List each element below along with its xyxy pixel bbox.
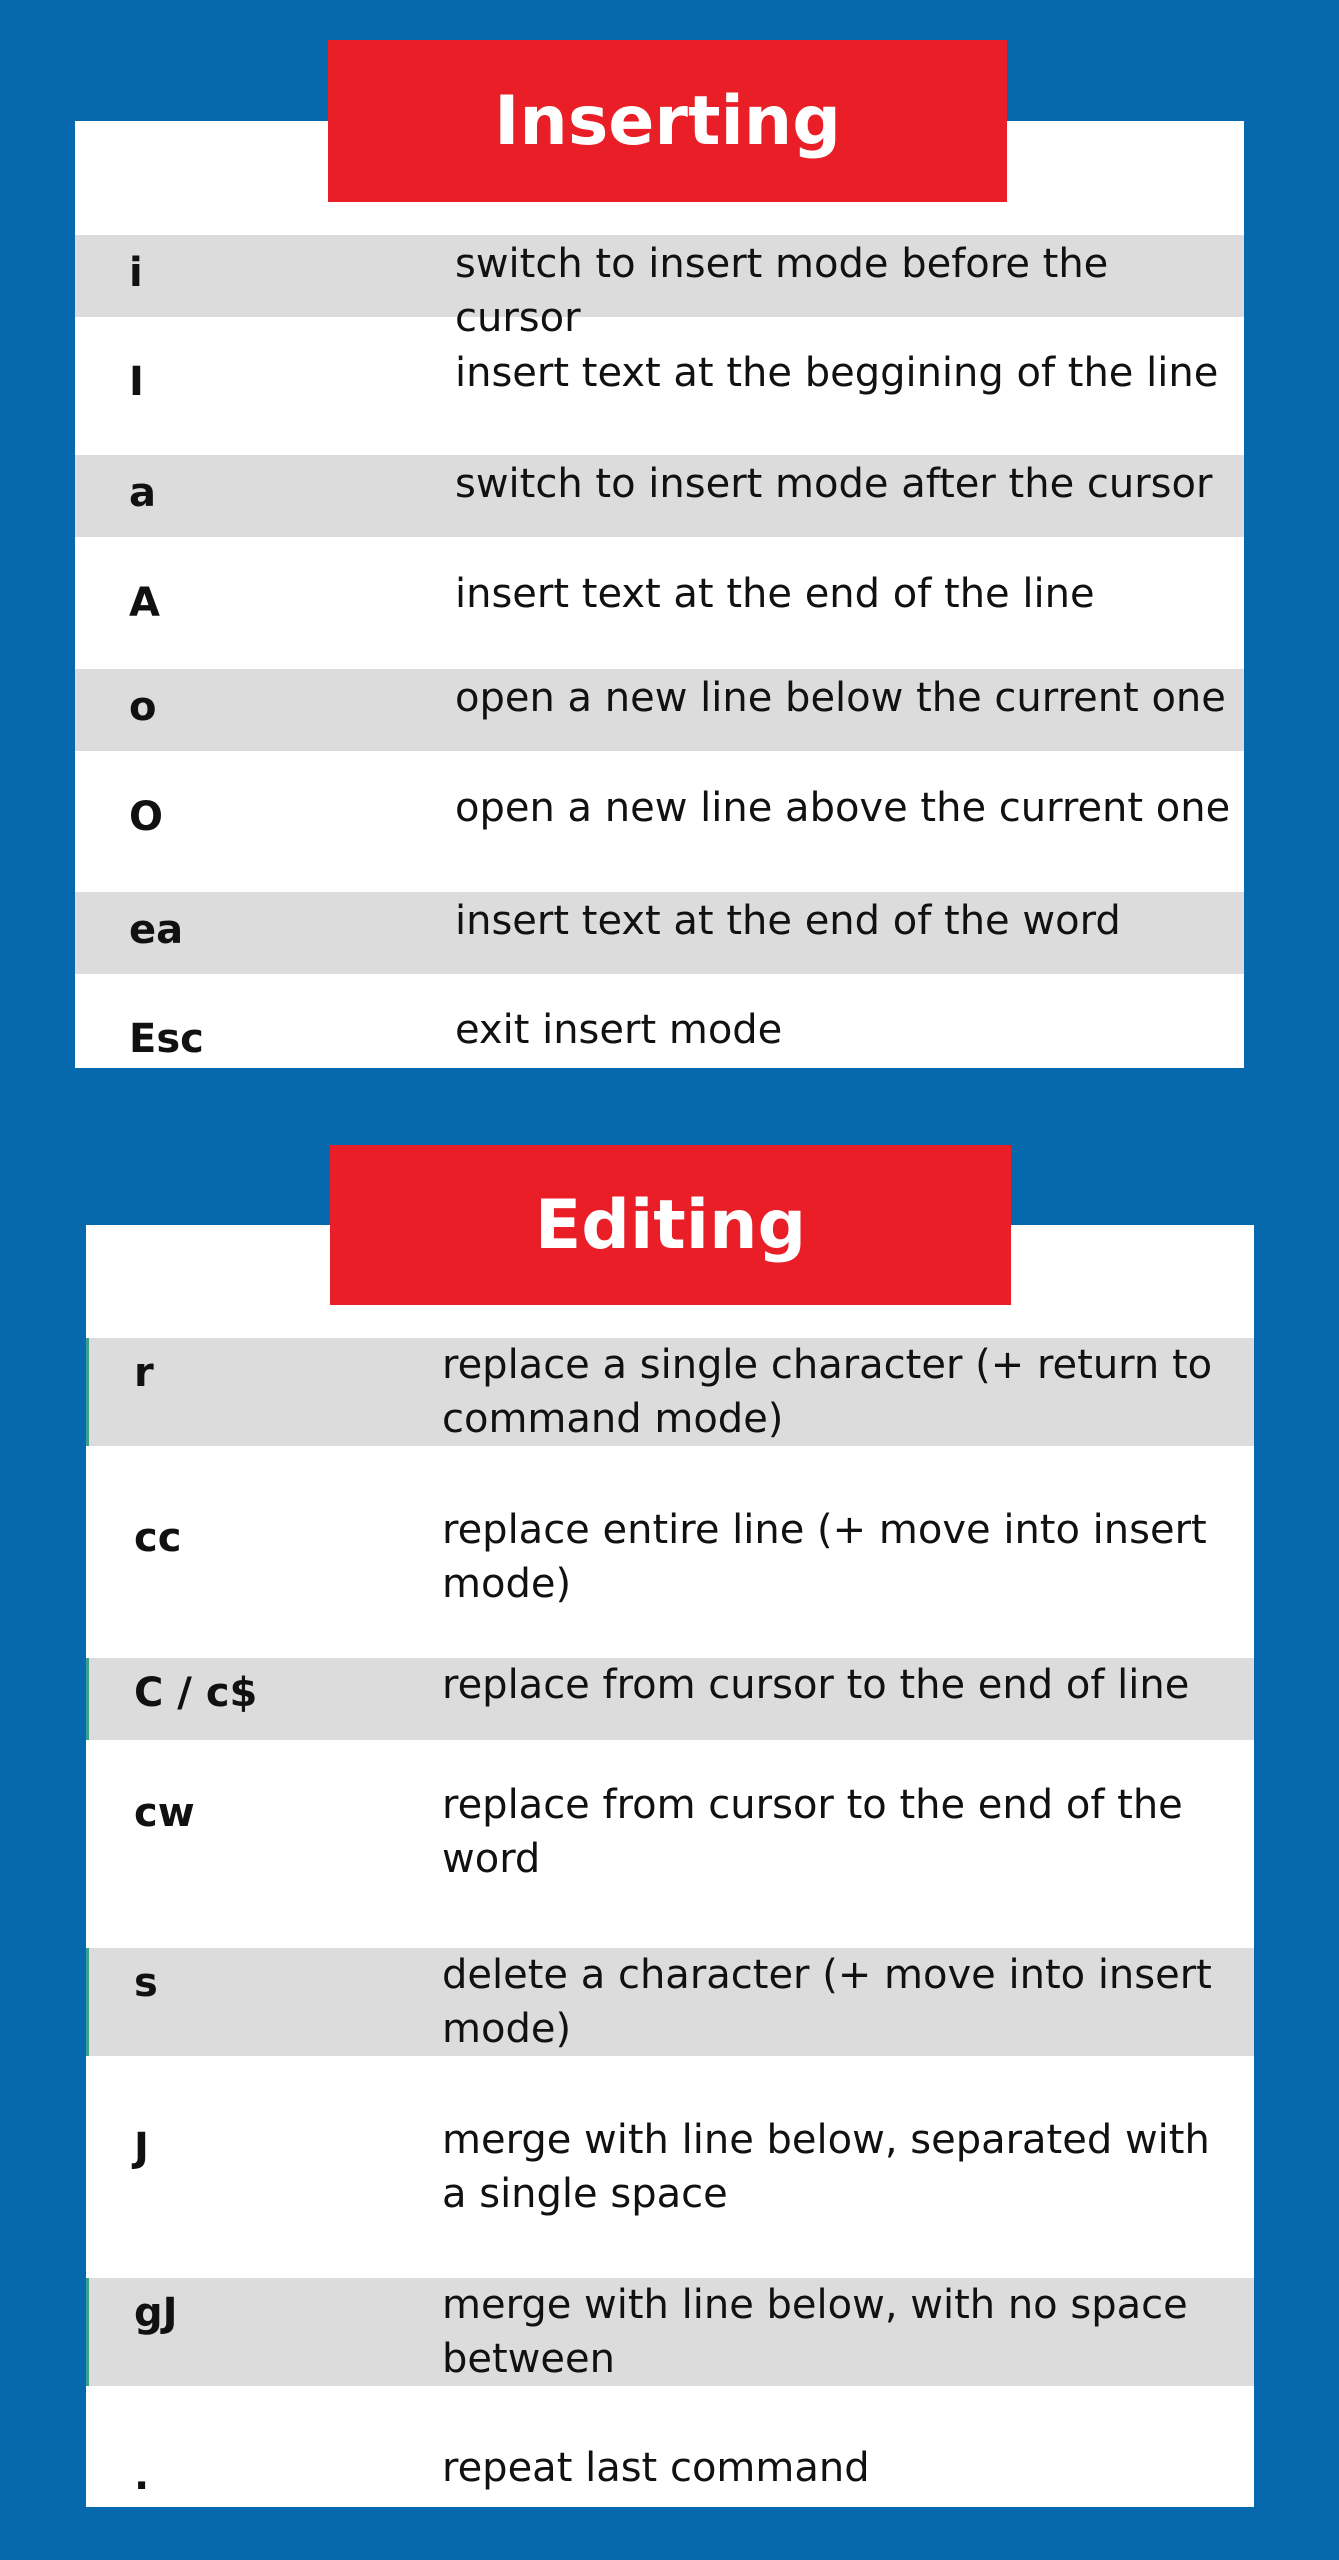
table-row [86, 1778, 1254, 1886]
command-key: o [129, 684, 157, 730]
command-key: s [134, 1960, 158, 2006]
command-description: replace from cursor to the end of the word [442, 1782, 1183, 1882]
command-description: switch to insert mode before the cursor [455, 241, 1109, 341]
command-description: switch to insert mode after the cursor [455, 461, 1213, 507]
command-description: merge with line below, separated with a single space [442, 2117, 1210, 2217]
table-row [86, 2113, 1254, 2221]
command-key: O [129, 794, 164, 840]
command-description: replace entire line (+ move into insert mode) [442, 1507, 1207, 1607]
command-key: ea [129, 907, 184, 953]
row-accent [86, 1338, 89, 1446]
table-row [86, 2278, 1254, 2386]
table-row [86, 1948, 1254, 2056]
table-row [75, 235, 1244, 341]
command-description: open a new line above the current one [455, 785, 1231, 831]
command-key: cc [134, 1515, 182, 1561]
command-description: delete a character (+ move into insert mode) [442, 1952, 1212, 2052]
command-description: insert text at the beggining of the line [455, 350, 1219, 396]
inserting-card [75, 121, 1244, 1068]
table-row [75, 779, 1244, 861]
command-key: Esc [129, 1016, 204, 1062]
table-row [75, 455, 1244, 537]
command-key: a [129, 470, 156, 516]
command-description: exit insert mode [455, 1007, 783, 1053]
table-row [75, 565, 1244, 647]
row-accent [86, 1948, 89, 2056]
command-description: repeat last command [442, 2445, 870, 2491]
command-description: replace a single character (+ return to command mode) [442, 1342, 1213, 1442]
section-title-inserting: Inserting [328, 40, 1007, 202]
command-description: open a new line below the current one [455, 675, 1226, 721]
table-row [86, 1503, 1254, 1611]
command-description: merge with line below, with no space between [442, 2282, 1188, 2382]
editing-card [86, 1225, 1254, 2507]
table-row [75, 892, 1244, 974]
row-accent [86, 1658, 89, 1740]
table-row [86, 2441, 1254, 2507]
command-key: r [134, 1350, 154, 1396]
command-description: insert text at the end of the line [455, 571, 1095, 617]
command-key: . [134, 2453, 150, 2499]
command-key: A [129, 580, 160, 626]
table-row [75, 344, 1244, 426]
command-key: J [134, 2125, 149, 2171]
command-key: gJ [134, 2290, 178, 2336]
command-key: i [129, 250, 143, 296]
command-description: insert text at the end of the word [455, 898, 1121, 944]
command-description: replace from cursor to the end of line [442, 1662, 1190, 1708]
table-row [86, 1658, 1254, 1740]
table-row [75, 669, 1244, 751]
table-row [86, 1338, 1254, 1446]
section-title-editing: Editing [330, 1145, 1011, 1305]
command-key: I [129, 359, 144, 405]
row-accent [86, 2278, 89, 2386]
command-key: cw [134, 1790, 195, 1836]
table-row [75, 1001, 1244, 1068]
command-key: C / c$ [134, 1670, 258, 1716]
